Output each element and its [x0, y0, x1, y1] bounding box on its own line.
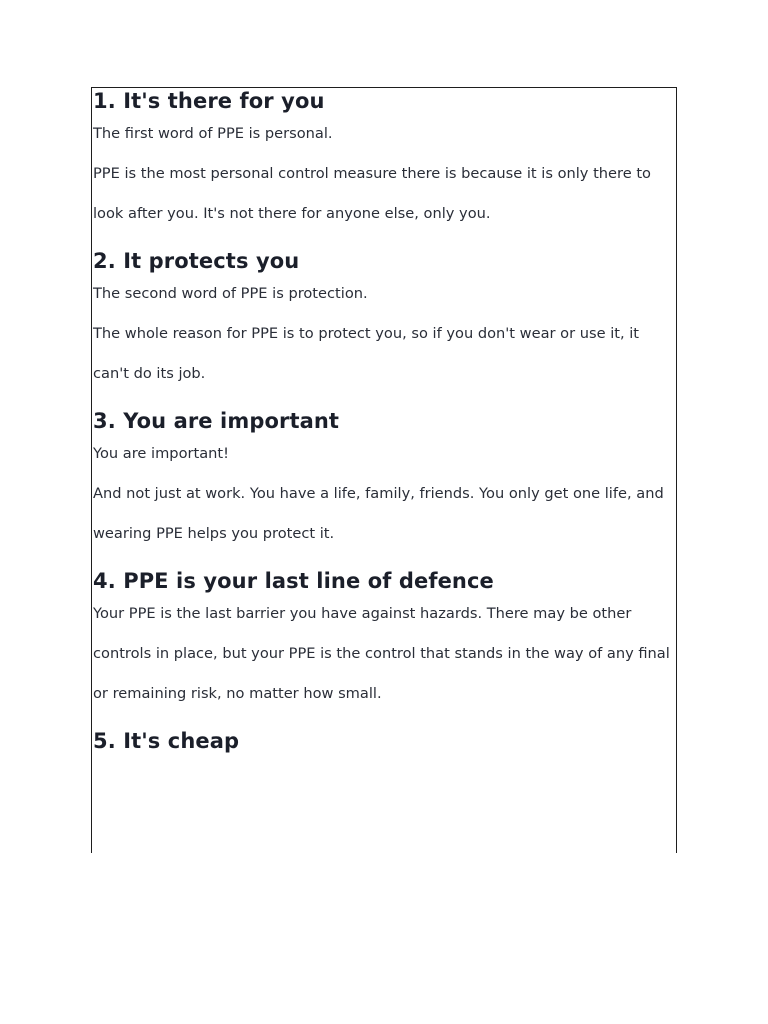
section-paragraph: The second word of PPE is protection. — [93, 285, 368, 302]
section-heading: 3. You are important — [93, 409, 340, 433]
section-2 — [93, 248, 673, 394]
section-paragraph: Your PPE is the last barrier you have against hazards. There may be other controls in place, but your PPE is the control that stands in the way of any final or remaining risk, no matter how small. — [93, 605, 670, 702]
section-paragraph: The first word of PPE is personal. — [93, 125, 333, 142]
section-heading: 5. It's cheap — [93, 729, 240, 753]
section-paragraph: You are important! — [93, 445, 229, 462]
section-5 — [93, 728, 673, 754]
document-frame — [91, 87, 677, 853]
section-heading: 2. It protects you — [93, 249, 300, 273]
section-3 — [93, 408, 673, 554]
section-paragraph: PPE is the most personal control measure there is because it is only there to look after you. It's not there for anyone else, only you. — [93, 165, 651, 222]
section-1 — [93, 88, 673, 234]
document-content — [93, 88, 673, 754]
section-4 — [93, 568, 673, 714]
section-paragraph: And not just at work. You have a life, family, friends. You only get one life, and wearing PPE helps you protect it. — [93, 485, 664, 542]
section-heading: 4. PPE is your last line of defence — [93, 569, 494, 593]
section-paragraph: The whole reason for PPE is to protect you, so if you don't wear or use it, it can't do its job. — [93, 325, 640, 382]
section-heading: 1. It's there for you — [93, 89, 325, 113]
